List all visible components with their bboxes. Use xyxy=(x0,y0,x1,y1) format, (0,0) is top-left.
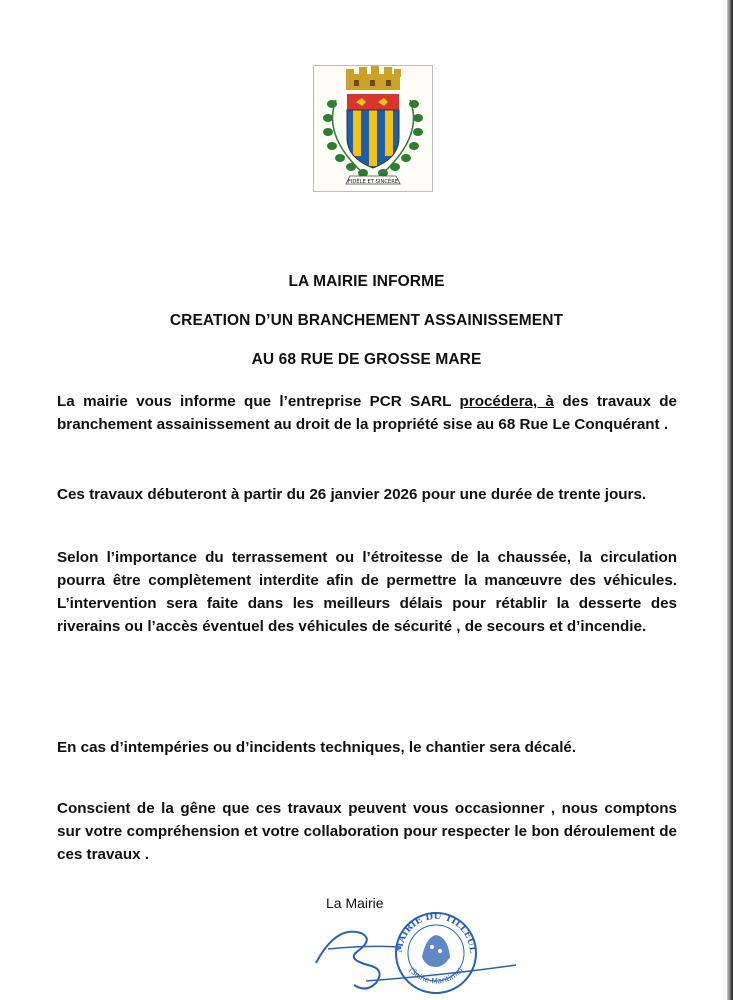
paragraph-apology: Conscient de la gêne que ces travaux peuvent vous occasionner , nous comptons sur votre compréhension et votre collaboration pour respecter le bon déroulement de ces travaux . xyxy=(57,800,677,863)
svg-text:(Seine-Maritime): (Seine-Maritime) xyxy=(407,965,465,986)
official-stamp-icon xyxy=(306,905,526,1000)
paragraph-announcement-end: des travaux de branchement assainissement au droit de la propriété sise au 68 Rue Le Conquérant . xyxy=(57,393,677,433)
heading-subject: CREATION D’UN BRANCHEMENT ASSAINISSEMENT xyxy=(169,312,564,329)
coat-of-arms-icon xyxy=(314,66,432,191)
signature-and-stamp xyxy=(306,905,526,1000)
svg-text:FIDÈLE ET SINCÈRE: FIDÈLE ET SINCÈRE xyxy=(347,179,399,185)
svg-text:MAIRIE DU TILLEUL: MAIRIE DU TILLEUL xyxy=(394,911,478,954)
paragraph-weather: En cas d’intempéries ou d’incidents techniques, le chantier sera décalé. xyxy=(57,739,577,756)
paragraph-schedule: Ces travaux débuteront à partir du 26 janvier 2026 pour une durée de trente jours. xyxy=(57,486,647,503)
paragraph-traffic: Selon l’importance du terrassement ou l’étroitesse de la chaussée, la circulation pourra être complètement interdite afin de permettre la manœuvre des véhicules. L’intervention sera faite dans les meilleurs délais pour rétablir la desserte des riverains ou l’accès éventuel des véhicules de sécurité , de secours et d’incendie. xyxy=(57,549,677,635)
page-edge-shadow xyxy=(727,0,733,1000)
underlined-phrase: procédera, à xyxy=(459,393,554,410)
paragraph-announcement-start: La mairie vous informe que l’entreprise PCR SARL xyxy=(57,393,460,410)
signoff: La Mairie xyxy=(326,895,384,911)
heading-announcement: LA MAIRIE INFORME xyxy=(288,273,445,290)
municipal-crest xyxy=(313,65,433,192)
paragraph-announcement xyxy=(57,390,677,436)
heading-address: AU 68 RUE DE GROSSE MARE xyxy=(251,351,482,368)
